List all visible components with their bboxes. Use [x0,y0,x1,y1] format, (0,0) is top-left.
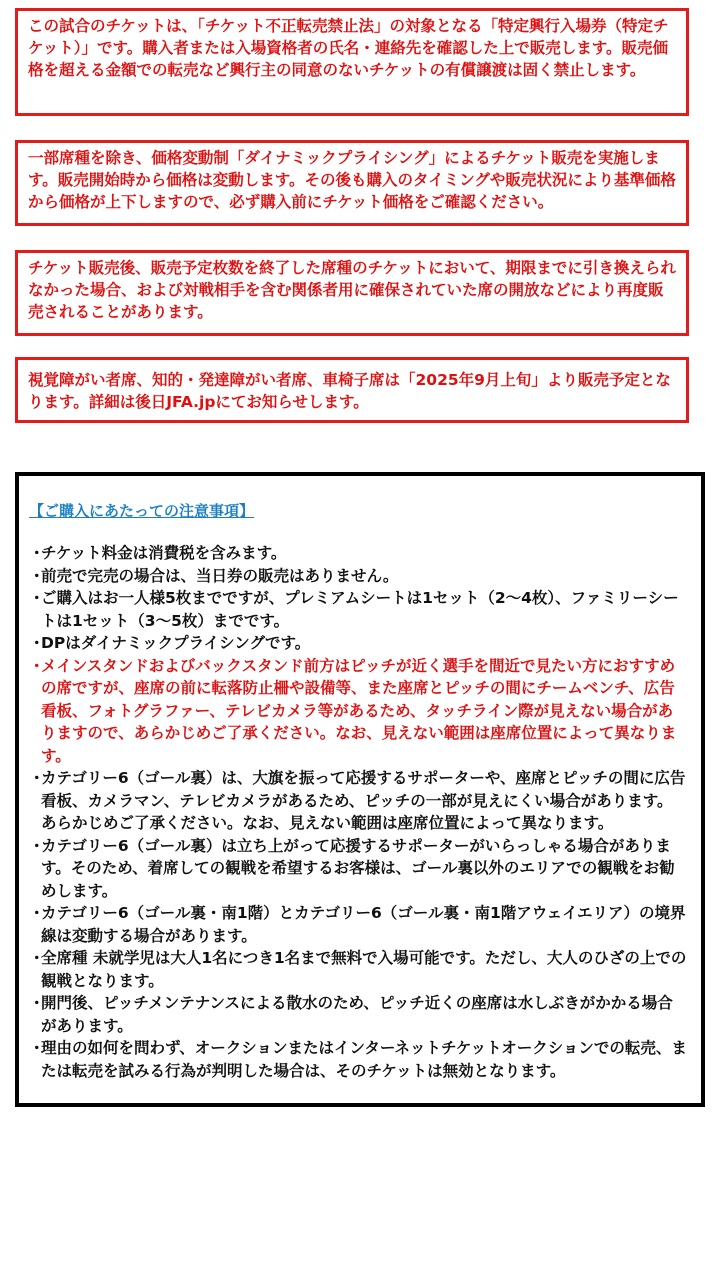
list-item [29,587,687,632]
bullet-icon: ・ [29,994,45,1012]
list-item [29,902,687,947]
list-item-text: 全席種 未就学児は大人1名につき1名まで無料で入場可能です。ただし、大人のひざの上での観戦となります。 [41,949,687,990]
list-item-text: 開門後、ピッチメンテナンスによる散水のため、ピッチ近くの座席は水しぶきがかかる場合があります。 [41,994,673,1035]
list-item-text: ご購入はお一人様5枚までですが、プレミアムシートは1セット（2～4枚）、ファミリーシートは1セット（3～5枚）までです。 [41,589,679,630]
purchase-notes-panel [15,472,705,1107]
purchase-notes-list [29,542,687,1082]
list-item [29,835,687,903]
bullet-icon: ・ [29,566,45,585]
bullet-icon: ・ [29,1039,45,1057]
list-item-text: カテゴリー6（ゴール裏）は、大旗を振って応援するサポーターや、座席とピッチの間に広告看板、カメラマン、テレビカメラがあるため、ピッチの一部が見えにくい場合があります。あらかじめご了承ください。なお、見えない範囲は座席位置によって異なります。 [41,769,686,832]
bullet-icon: ・ [29,656,45,675]
list-item-text: 理由の如何を問わず、オークションまたはインターネットチケットオークションでの転売、または転売を試みる行為が判明した場合は、そのチケットは無効となります。 [41,1039,687,1080]
list-item [29,632,687,655]
list-item-text: カテゴリー6（ゴール裏）は立ち上がって応援するサポーターがいらっしゃる場合があります。そのため、着席しての観戦を希望するお客様は、ゴール裏以外のエリアでの観戦をお勧めします。 [41,836,675,900]
bullet-icon: ・ [29,769,45,787]
list-item-text: 前売で完売の場合は、当日券の販売はありません。 [41,566,399,585]
list-item-text: チケット料金は消費税を含みます。 [41,544,287,562]
list-item [29,542,687,565]
notice-resale: チケット販売後、販売予定枚数を終了した席種のチケットにおいて、期限までに引き換えられなかった場合、および対戦相手を含む関係者用に確保されていた席の開放などにより再度販売されることがあります。 [15,250,689,336]
list-item [29,992,687,1037]
bullet-icon: ・ [29,544,45,562]
list-item-text: カテゴリー6（ゴール裏・南1階）とカテゴリー6（ゴール裏・南1階アウェイエリア）の境界線は変動する場合があります。 [41,904,686,945]
bullet-icon: ・ [29,634,45,652]
list-item [29,565,687,588]
bullet-icon: ・ [29,589,45,607]
list-item-text: DPはダイナミックプライシングです。 [41,634,311,652]
notice-dynamic-pricing: 一部席種を除き、価格変動制「ダイナミックプライシング」によるチケット販売を実施します。販売開始時から価格は変動します。その後も購入のタイミングや販売状況により基準価格から価格が上下しますので、必ず購入前にチケット価格をご確認ください。 [15,140,689,226]
notice-specific-ticket: この試合のチケットは、「チケット不正転売禁止法」の対象となる「特定興行入場券（特定チケット）」です。購入者または入場資格者の氏名・連絡先を確認した上で販売します。販売価格を超える金額での転売など興行主の同意のないチケットの有償譲渡は固く禁止します。 [15,8,689,116]
list-item [29,1037,687,1082]
list-item [29,947,687,992]
bullet-icon: ・ [29,949,45,967]
notice-accessible-seats: 視覚障がい者席、知的・発達障がい者席、車椅子席は「2025年9月上旬」より販売予定となります。詳細は後日JFA.jpにてお知らせします。 [15,357,689,423]
list-item-warning [29,655,687,768]
bullet-icon: ・ [29,904,45,922]
bullet-icon: ・ [29,836,45,855]
panel-heading: 【ご購入にあたっての注意事項】 [29,502,255,520]
list-item [29,767,687,835]
list-item-text: メインスタンドおよびバックスタンド前方はピッチが近く選手を間近で見たい方におすすめの席ですが、座席の前に転落防止柵や設備等、また座席とピッチの間にチームベンチ、広告看板、フォトグラファー、テレビカメラ等があるため、タッチライン際が見えない場合がありますので、あらかじめご了承ください。なお、見えない範囲は座席位置によって異なります。 [41,656,677,765]
